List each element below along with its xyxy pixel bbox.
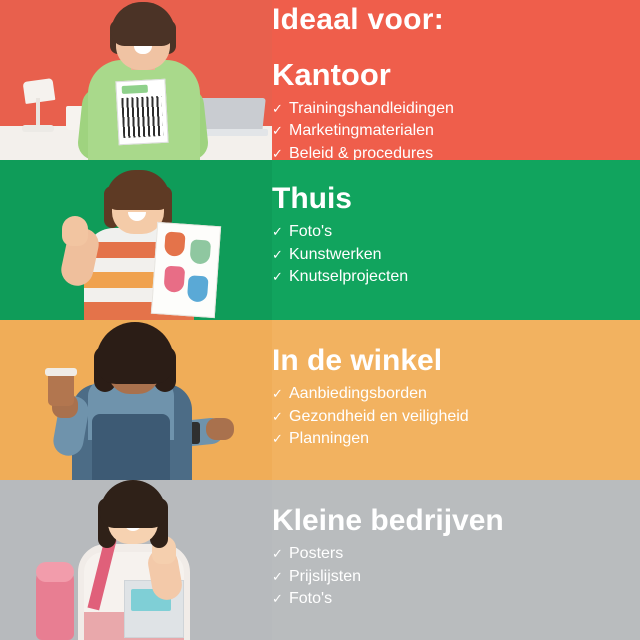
- list-item: [272, 566, 640, 588]
- list-item: [272, 543, 640, 565]
- check-icon: ✓: [272, 100, 283, 116]
- list-item: [272, 143, 640, 160]
- list-item-label: Trainingshandleidingen: [289, 99, 454, 117]
- list-item-label: Knutselprojecten: [289, 268, 409, 286]
- small-business-text-block: [272, 480, 640, 640]
- list-item-label: Marketingmaterialen: [289, 122, 434, 140]
- section-office: [0, 0, 640, 160]
- list-item-label: Planningen: [289, 430, 370, 448]
- list-item: [272, 383, 640, 405]
- section-home: [0, 160, 640, 320]
- photo-office-woman: [0, 0, 272, 160]
- check-icon: ✓: [272, 431, 283, 447]
- check-icon: ✓: [272, 408, 283, 424]
- photo-girl-artwork: [0, 160, 272, 320]
- list-item: [272, 98, 640, 120]
- check-icon: ✓: [272, 591, 283, 607]
- office-bullet-list: [272, 98, 640, 160]
- check-icon: ✓: [272, 568, 283, 584]
- check-icon: ✓: [272, 224, 283, 239]
- list-item: [272, 406, 640, 428]
- photo-woman-yoga-mat: [0, 480, 272, 640]
- list-item: [272, 221, 640, 243]
- list-item: [272, 244, 640, 266]
- store-text-block: [272, 320, 640, 480]
- list-item-label: Aanbiedingsborden: [289, 385, 427, 402]
- section-title-office: Kantoor: [272, 56, 391, 92]
- list-item-label: Posters: [289, 545, 344, 562]
- section-small-business: [0, 480, 640, 640]
- list-item-label: Prijslijsten: [289, 567, 362, 585]
- list-item: [272, 266, 640, 288]
- section-title-small-business: Kleine bedrijven: [272, 504, 504, 537]
- home-bullet-list: [272, 221, 640, 288]
- section-store: [0, 320, 640, 480]
- page-title: Ideaal voor:: [272, 3, 444, 36]
- list-item: [272, 428, 640, 450]
- list-item-label: Gezondheid en veiligheid: [289, 407, 469, 425]
- check-icon: ✓: [272, 123, 283, 139]
- check-icon: ✓: [272, 269, 283, 285]
- list-item-label: Kunstwerken: [289, 245, 382, 263]
- section-title-home: Thuis: [272, 182, 352, 215]
- photo-barista-woman: [0, 320, 272, 480]
- list-item-label: Foto's: [289, 590, 333, 608]
- check-icon: ✓: [272, 145, 283, 160]
- office-text-block: [272, 0, 640, 160]
- list-item-label: Beleid & procedures: [289, 144, 434, 160]
- check-icon: ✓: [272, 246, 283, 262]
- small-business-bullet-list: [272, 543, 640, 610]
- check-icon: ✓: [272, 546, 283, 561]
- section-title-store: In de winkel: [272, 344, 443, 377]
- store-bullet-list: [272, 383, 640, 450]
- list-item-label: Foto's: [289, 223, 333, 240]
- check-icon: ✓: [272, 386, 283, 401]
- list-item: [272, 588, 640, 610]
- list-item: [272, 120, 640, 142]
- home-text-block: [272, 160, 640, 320]
